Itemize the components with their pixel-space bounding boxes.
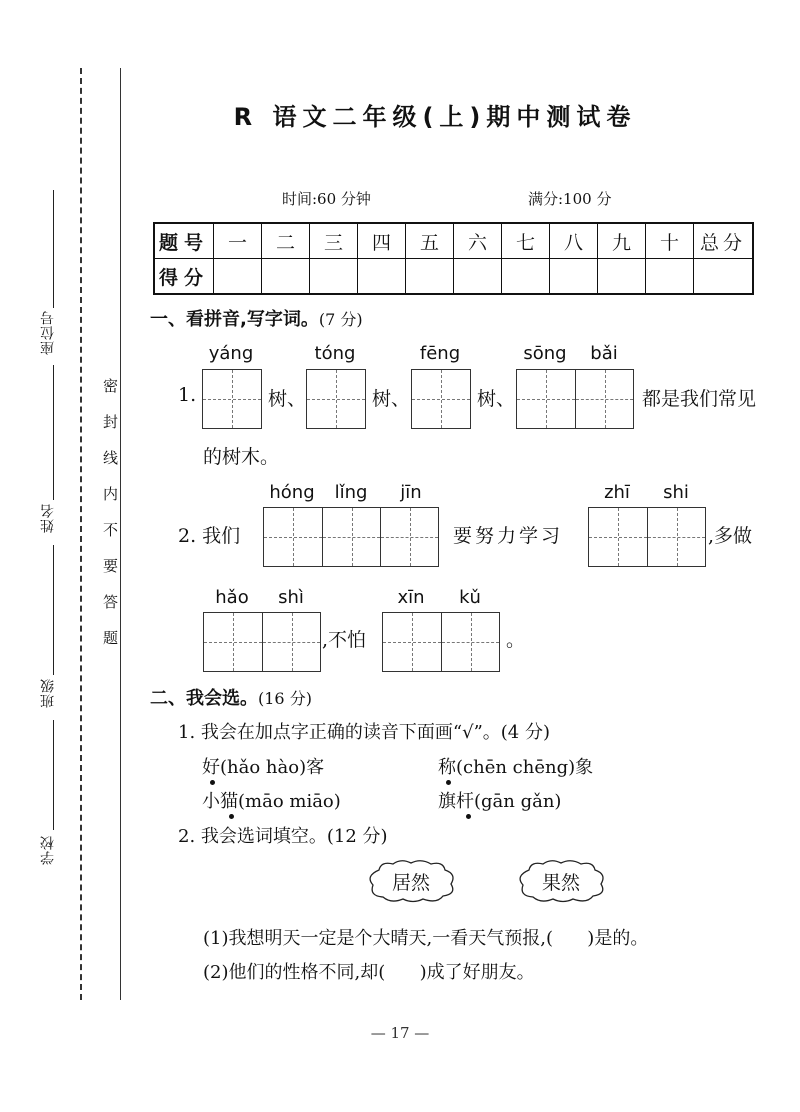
choice-item[interactable]: 好(hǎo hào)客 xyxy=(202,757,325,778)
score-cell[interactable] xyxy=(502,259,550,295)
q1-sep: 树、 xyxy=(477,388,516,410)
q2-tail: ,多做 xyxy=(708,525,753,547)
binding-dashed-line xyxy=(80,68,82,1000)
seat-label: 座位号 xyxy=(40,310,56,355)
pinyin: shì xyxy=(278,587,304,608)
section2-points: (16 分) xyxy=(258,689,312,708)
writing-grid[interactable] xyxy=(411,369,471,429)
seal-text xyxy=(100,378,121,666)
section2-heading xyxy=(150,684,312,710)
score-col: 四 xyxy=(358,223,406,259)
emphasis-dot xyxy=(210,780,215,785)
s2-q2-prompt: 2. 我会选词填空。(12 分) xyxy=(178,826,388,847)
q1-tail: 都是我们常见 xyxy=(642,388,757,410)
score-col: 八 xyxy=(550,223,598,259)
emphasis-dot xyxy=(229,814,234,819)
word-option: 果然 xyxy=(541,872,580,894)
q1-sep: 树、 xyxy=(372,388,411,410)
score-cell[interactable] xyxy=(310,259,358,295)
pinyin: fēng xyxy=(419,343,461,364)
choice-item[interactable]: 小猫(māo miāo) xyxy=(202,791,341,812)
pinyin: zhī xyxy=(604,482,630,503)
pinyin: hóng xyxy=(269,482,315,503)
score-header-row xyxy=(154,223,753,259)
score-cell[interactable] xyxy=(694,259,754,295)
exam-time: 时间:60 分钟 xyxy=(282,190,371,208)
score-cell[interactable] xyxy=(598,259,646,295)
page-number: — 17 — xyxy=(370,1024,430,1042)
score-col: 五 xyxy=(406,223,454,259)
section2-title: 二、我会选。 xyxy=(150,688,258,709)
s2-q1-prompt: 1. 我会在加点字正确的读音下面画“√”。(4 分) xyxy=(178,722,550,743)
score-col: 七 xyxy=(502,223,550,259)
score-cell[interactable] xyxy=(454,259,502,295)
writing-grid[interactable] xyxy=(202,369,262,429)
pinyin: lǐng xyxy=(334,482,368,503)
score-col: 三 xyxy=(310,223,358,259)
pinyin: kǔ xyxy=(459,587,481,608)
pinyin: tóng xyxy=(314,343,356,364)
score-col: 二 xyxy=(262,223,310,259)
section1-heading xyxy=(150,305,363,331)
score-cell[interactable] xyxy=(214,259,262,295)
score-row-label: 得分 xyxy=(154,259,214,295)
name-blank xyxy=(53,365,54,500)
score-head-label: 题号 xyxy=(154,223,214,259)
score-col: 六 xyxy=(454,223,502,259)
emphasis-dot xyxy=(446,780,451,785)
q1-tail2: 的树木。 xyxy=(203,446,280,468)
writing-grid[interactable] xyxy=(306,369,366,429)
score-col: 十 xyxy=(646,223,694,259)
name-label: 姓名 xyxy=(40,503,56,533)
score-cell[interactable] xyxy=(262,259,310,295)
page-title: R 语文二年级(上)期中测试卷 xyxy=(233,103,637,131)
writing-grid[interactable] xyxy=(263,507,439,567)
class-blank xyxy=(53,545,54,675)
section1-title: 一、看拼音,写字词。 xyxy=(150,309,319,330)
full-marks: 满分:100 分 xyxy=(528,190,612,208)
fill-sentence-1[interactable]: (1)我想明天一定是个大晴天,一看天气预报,( )是的。 xyxy=(203,928,649,949)
score-table xyxy=(153,222,754,295)
pinyin: shi xyxy=(663,482,689,503)
seal-text-content: 密封线内不要答题 xyxy=(101,378,119,666)
writing-grid[interactable] xyxy=(516,369,634,429)
pinyin: jīn xyxy=(400,482,422,503)
pinyin: hǎo xyxy=(215,587,249,608)
score-total-label: 总分 xyxy=(694,223,754,259)
pinyin: xīn xyxy=(397,587,425,608)
school-label: 学校 xyxy=(40,835,56,865)
score-cell[interactable] xyxy=(646,259,694,295)
word-option: 居然 xyxy=(391,872,430,894)
score-cell[interactable] xyxy=(550,259,598,295)
score-cell[interactable] xyxy=(358,259,406,295)
fill-sentence-2[interactable]: (2)他们的性格不同,却( )成了好朋友。 xyxy=(203,962,535,983)
q1-sep: 树、 xyxy=(268,388,307,410)
writing-grid[interactable] xyxy=(203,612,321,672)
q2-number: 2. 我们 xyxy=(178,525,241,547)
section1-points: (7 分) xyxy=(318,310,363,329)
pinyin: yáng xyxy=(208,343,254,364)
word-cloud-guoran xyxy=(515,858,607,904)
q2-mid2: ,不怕 xyxy=(322,629,367,651)
choice-item[interactable]: 旗杆(gān gǎn) xyxy=(438,791,562,812)
q2-end: 。 xyxy=(506,629,526,651)
emphasis-dot xyxy=(466,814,471,819)
score-value-row xyxy=(154,259,753,295)
seat-blank xyxy=(53,190,54,308)
pinyin: sōng xyxy=(523,343,567,364)
word-cloud-juran xyxy=(365,858,457,904)
writing-grid[interactable] xyxy=(588,507,706,567)
score-cell[interactable] xyxy=(406,259,454,295)
score-col: 九 xyxy=(598,223,646,259)
q2-mid: 要努力学习 xyxy=(453,525,564,547)
school-blank xyxy=(53,720,54,830)
pinyin: bǎi xyxy=(590,343,618,364)
writing-grid[interactable] xyxy=(382,612,500,672)
class-label: 班级 xyxy=(40,678,56,708)
choice-item[interactable]: 称(chēn chēng)象 xyxy=(438,757,594,778)
score-col: 一 xyxy=(214,223,262,259)
q1-number: 1. xyxy=(178,384,197,406)
